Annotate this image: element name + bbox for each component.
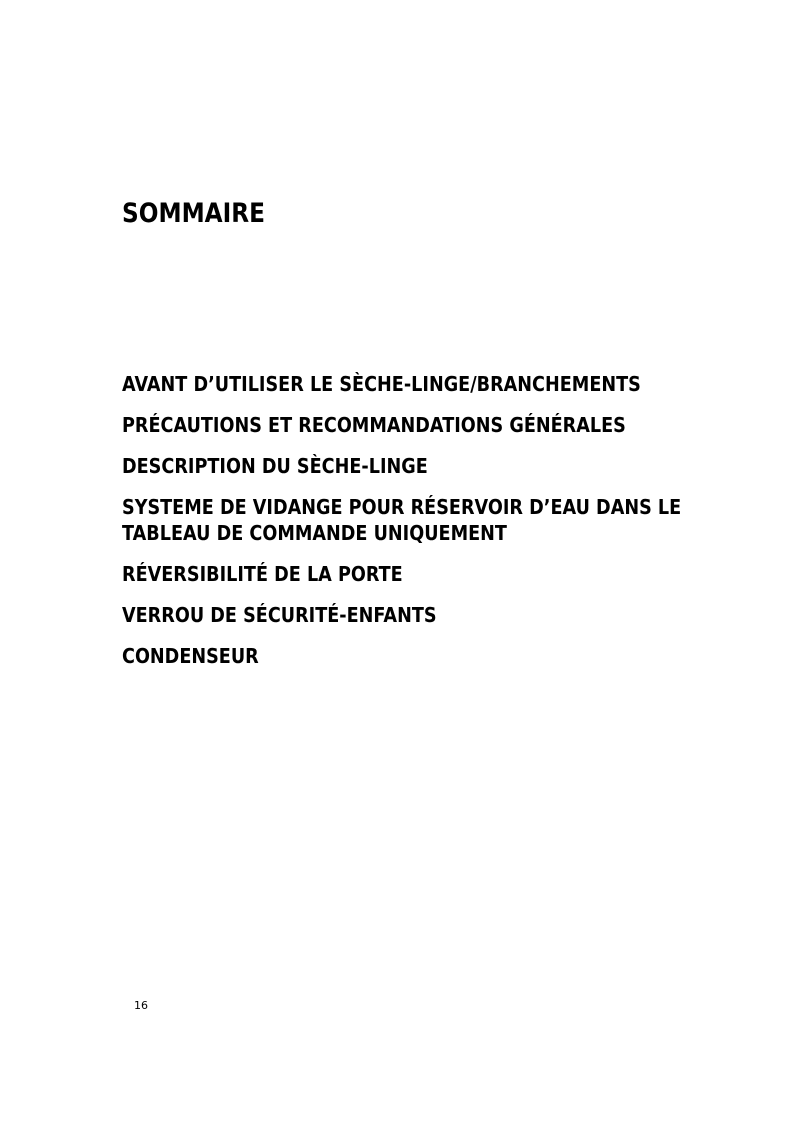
toc-item-before-use: AVANT D’UTILISER LE SÈCHE-LINGE/BRANCHEMENTS <box>122 372 641 396</box>
page-title: SOMMAIRE <box>122 198 266 229</box>
toc-item-door-reversibility: RÉVERSIBILITÉ DE LA PORTE <box>122 562 403 586</box>
toc-item-drain-system: SYSTEME DE VIDANGE POUR RÉSERVOIR D’EAU DANS LE TABLEAU DE COMMANDE UNIQUEMENT <box>122 495 682 545</box>
toc-item-condenser: CONDENSEUR <box>122 644 259 668</box>
table-of-contents <box>122 371 782 684</box>
toc-item-description: DESCRIPTION DU SÈCHE-LINGE <box>122 454 428 478</box>
page-number: 16 <box>134 999 148 1012</box>
toc-item-precautions: PRÉCAUTIONS ET RECOMMANDATIONS GÉNÉRALES <box>122 413 626 437</box>
toc-item-child-lock: VERROU DE SÉCURITÉ-ENFANTS <box>122 603 437 627</box>
